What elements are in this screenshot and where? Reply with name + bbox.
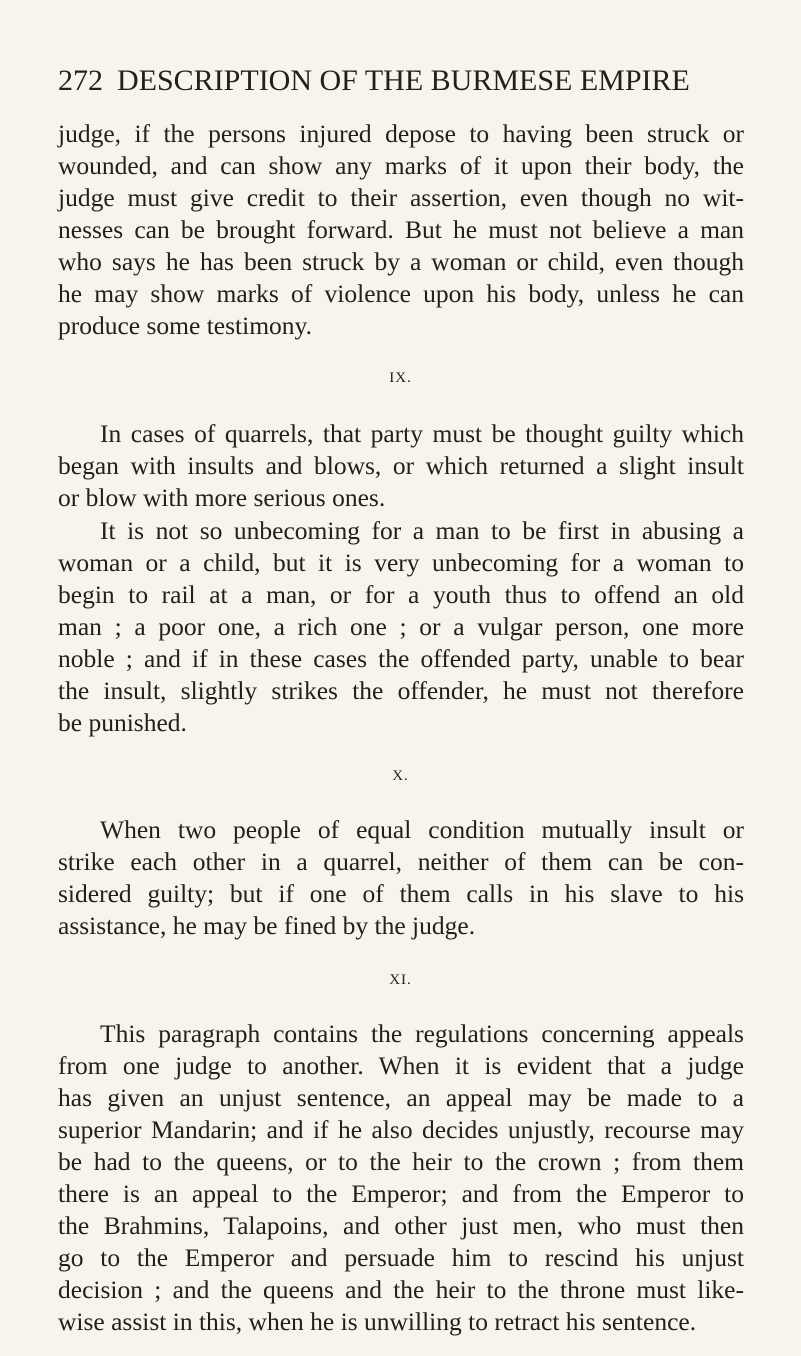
text-line: In cases of quarrels, that party must be thought guilty which (100, 419, 744, 448)
page-number: 272 (58, 64, 103, 97)
text-line: This paragraph contains the regulations concerning appeals (100, 1019, 744, 1048)
text-line: who says he has been struck by a woman or child, even though (58, 247, 744, 276)
section-heading-ix: IX. (389, 370, 412, 386)
text-line: nesses can be brought forward. But he must not believe a man (58, 215, 744, 244)
text-line: assistance, he may be fined by the judge. (58, 911, 476, 940)
text-line: sidered guilty; but if one of them calls in his slave to his (58, 879, 744, 908)
text-line: or blow with more serious ones. (58, 483, 386, 512)
text-line: there is an appeal to the Emperor; and from the Emperor to (58, 1179, 744, 1208)
section-heading-xi: XI. (389, 972, 412, 988)
text-line: wounded, and can show any marks of it upon their body, the (58, 151, 744, 180)
text-line: wise assist in this, when he is unwilling to retract his sentence. (58, 1307, 697, 1336)
text-line: noble ; and if in these cases the offended party, unable to bear (58, 644, 744, 673)
text-line: strike each other in a quarrel, neither of them can be con- (58, 847, 744, 876)
text-line: man ; a poor one, a rich one ; or a vulgar person, one more (58, 612, 744, 641)
running-header (58, 64, 744, 98)
text-line: superior Mandarin; and if he also decides unjustly, recourse may (58, 1115, 744, 1144)
text-line: the insult, slightly strikes the offender, he must not therefore (58, 676, 744, 705)
text-line: has given an unjust sentence, an appeal may be made to a (58, 1083, 744, 1112)
text-line: the Brahmins, Talapoins, and other just men, who must then (58, 1211, 744, 1240)
text-line: be had to the queens, or to the heir to the crown ; from them (58, 1147, 744, 1176)
text-line: begin to rail at a man, or for a youth thus to offend an old (58, 580, 744, 609)
section-heading-x: X. (392, 768, 409, 784)
text-line: began with insults and blows, or which returned a slight insult (58, 451, 744, 480)
text-line: from one judge to another. When it is evident that a judge (58, 1051, 744, 1080)
text-line: decision ; and the queens and the heir to the throne must like- (58, 1275, 744, 1304)
text-line: go to the Emperor and persuade him to rescind his unjust (58, 1243, 744, 1272)
text-line: When two people of equal condition mutually insult or (100, 815, 744, 844)
text-line: It is not so unbecoming for a man to be first in abusing a (100, 516, 744, 545)
text-line: judge, if the persons injured depose to having been struck or (58, 119, 744, 148)
text-line: he may show marks of violence upon his body, unless he can (58, 279, 744, 308)
text-line: woman or a child, but it is very unbecoming for a woman to (58, 548, 744, 577)
text-line: be punished. (58, 708, 187, 737)
text-line: produce some testimony. (58, 311, 313, 340)
text-line: judge must give credit to their assertion, even though no wit- (58, 183, 744, 212)
running-title: DESCRIPTION OF THE BURMESE EMPIRE (117, 64, 690, 97)
